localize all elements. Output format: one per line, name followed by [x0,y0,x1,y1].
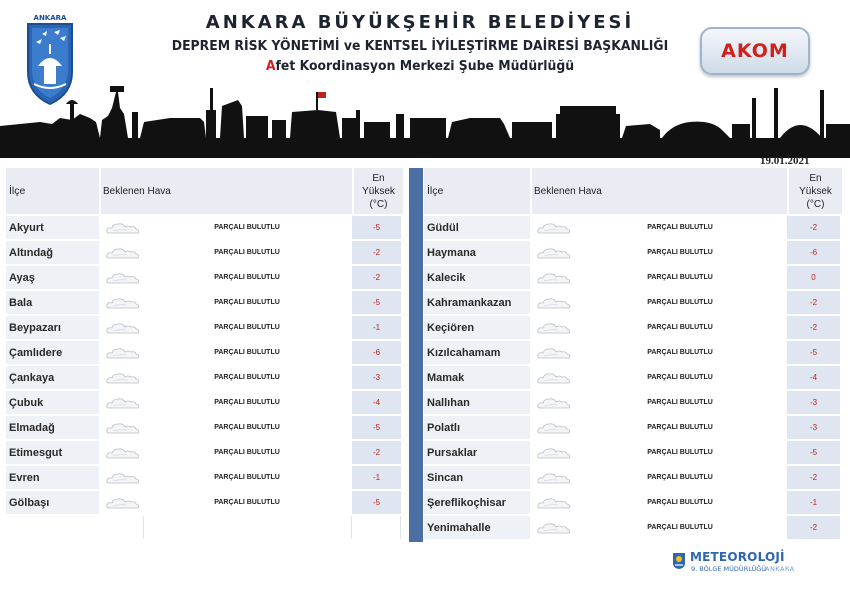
partly-cloudy-icon [532,266,575,289]
meteorology-logo [672,550,812,576]
table-row [6,316,405,341]
max-temperature: -5 [352,291,401,314]
weather-description: PARÇALI BULUTLU [144,266,352,289]
district-name: Gölbaşı [6,491,101,514]
table-row [424,291,842,316]
district-name: Evren [6,466,101,489]
column-header-max-line1: En [372,172,385,184]
weather-description: PARÇALI BULUTLU [144,341,352,364]
partly-cloudy-icon [532,241,575,264]
column-header-district: İlçe [6,168,101,214]
partly-cloudy-icon [532,416,575,439]
weather-description: PARÇALI BULUTLU [144,416,352,439]
max-temperature: -5 [352,216,401,239]
weather-description: PARÇALI BULUTLU [575,291,787,314]
table-row [424,241,842,266]
weather-description: PARÇALI BULUTLU [575,216,787,239]
weather-description: PARÇALI BULUTLU [144,316,352,339]
district-name: Haymana [424,241,532,264]
max-temperature: -5 [352,491,401,514]
weather-description: PARÇALI BULUTLU [144,291,352,314]
table-row [424,316,842,341]
max-temperature: -1 [352,316,401,339]
partly-cloudy-icon [101,416,144,439]
partly-cloudy-icon [101,391,144,414]
weather-description: PARÇALI BULUTLU [575,241,787,264]
table-row [424,341,842,366]
header-line3-rest: fet Koordinasyon Merkezi Şube Müdürlüğü [275,58,575,74]
forecast-table-left [6,168,405,541]
column-header-max-line2: Yüksek [362,185,395,197]
weather-description: PARÇALI BULUTLU [144,391,352,414]
partly-cloudy-icon [532,466,575,489]
forecast-table-right [424,168,842,541]
district-name: Pursaklar [424,441,532,464]
weather-description: PARÇALI BULUTLU [144,491,352,514]
partly-cloudy-icon [101,491,144,514]
weather-description: PARÇALI BULUTLU [575,416,787,439]
table-row [6,416,405,441]
weather-description: PARÇALI BULUTLU [575,366,787,389]
district-name: Kızılcahamam [424,341,532,364]
table-row [424,441,842,466]
akom-logo: AKOM [700,27,810,75]
partly-cloudy-icon [101,441,144,464]
district-name: Kahramankazan [424,291,532,314]
max-temperature: -2 [787,466,840,489]
header-title-line2: DEPREM RİSK YÖNETİMİ ve KENTSEL İYİLEŞTİRME DAİRESİ BAŞKANLIĞI [171,38,669,54]
weather-description: PARÇALI BULUTLU [144,466,352,489]
partly-cloudy-icon [101,291,144,314]
partly-cloudy-icon [532,341,575,364]
header-line3-initial: A [265,58,276,74]
district-name: Nallıhan [424,391,532,414]
district-name: Beypazarı [6,316,101,339]
max-temperature: 0 [787,266,840,289]
table-row [6,216,405,241]
max-temperature: -2 [352,266,401,289]
column-header-weather: Beklenen Hava [101,168,354,214]
table-row [424,416,842,441]
table-row-empty [6,516,405,541]
district-name: Güdül [424,216,532,239]
max-temperature: -2 [787,216,840,239]
max-temperature: -5 [787,341,840,364]
column-header-max-line2: Yüksek [799,185,832,197]
district-name: Keçiören [424,316,532,339]
max-temperature: -5 [787,441,840,464]
max-temperature: -2 [787,291,840,314]
table-header-row [424,168,842,216]
weather-description: PARÇALI BULUTLU [575,266,787,289]
meteorology-emblem-icon [672,552,686,570]
weather-description: PARÇALI BULUTLU [575,516,787,539]
district-name: Polatlı [424,416,532,439]
weather-description: PARÇALI BULUTLU [575,316,787,339]
weather-description: PARÇALI BULUTLU [575,491,787,514]
max-temperature: -2 [787,316,840,339]
weather-description: PARÇALI BULUTLU [144,441,352,464]
weather-description: PARÇALI BULUTLU [575,391,787,414]
weather-description: PARÇALI BULUTLU [144,216,352,239]
partly-cloudy-icon [532,491,575,514]
max-temperature: -2 [787,516,840,539]
column-header-max-line3: (°C) [806,198,825,210]
partly-cloudy-icon [532,291,575,314]
district-name: Kalecik [424,266,532,289]
district-name: Mamak [424,366,532,389]
district-name: Etimesgut [6,441,101,464]
table-row [6,466,405,491]
max-temperature: -1 [352,466,401,489]
partly-cloudy-icon [532,441,575,464]
column-header-max-temp [354,168,403,214]
partly-cloudy-icon [101,216,144,239]
partly-cloudy-icon [532,216,575,239]
partly-cloudy-icon [532,391,575,414]
column-header-weather: Beklenen Hava [532,168,789,214]
column-header-max-line1: En [809,172,822,184]
max-temperature: -4 [787,366,840,389]
partly-cloudy-icon [101,266,144,289]
max-temperature: -4 [352,391,401,414]
max-temperature: -3 [787,416,840,439]
partly-cloudy-icon [101,316,144,339]
table-row [6,366,405,391]
table-row [6,391,405,416]
district-name: Altındağ [6,241,101,264]
max-temperature: -6 [787,241,840,264]
table-row [424,366,842,391]
table-row [424,491,842,516]
district-name: Çankaya [6,366,101,389]
max-temperature: -3 [787,391,840,414]
max-temperature: -2 [352,441,401,464]
column-header-max-line3: (°C) [369,198,388,210]
partly-cloudy-icon [101,466,144,489]
max-temperature: -2 [352,241,401,264]
district-name: Ayaş [6,266,101,289]
header-title-line3 [162,56,677,76]
table-header-row [6,168,405,216]
empty-cell [101,516,144,539]
partly-cloudy-icon [532,516,575,539]
table-row [424,466,842,491]
district-name: Şereflikoçhisar [424,491,532,514]
empty-cell [6,516,101,539]
partly-cloudy-icon [532,316,575,339]
partly-cloudy-icon [101,241,144,264]
meteo-city: ANKARA [765,565,795,573]
district-name: Yenimahalle [424,516,532,539]
empty-cell [144,516,352,539]
ankara-skyline-icon [0,78,850,158]
logo-text: ANKARA [33,14,67,22]
table-row [424,266,842,291]
column-header-max-temp [789,168,842,214]
header-title-line1: ANKARA BÜYÜKŞEHİR BELEDİYESİ [205,12,635,33]
district-name: Elmadağ [6,416,101,439]
partly-cloudy-icon [101,341,144,364]
district-name: Akyurt [6,216,101,239]
header-titles [140,12,700,76]
district-name: Sincan [424,466,532,489]
meteo-subtitle: 9. BÖLGE MÜDÜRLÜĞÜ [691,565,767,573]
table-row [6,491,405,516]
partly-cloudy-icon [101,366,144,389]
table-row [6,241,405,266]
empty-cell [352,516,401,539]
weather-description: PARÇALI BULUTLU [144,366,352,389]
meteo-title: METEOROLOJİ [690,550,785,564]
table-row [6,291,405,316]
partly-cloudy-icon [532,366,575,389]
max-temperature: -6 [352,341,401,364]
weather-description: PARÇALI BULUTLU [575,466,787,489]
max-temperature: -3 [352,366,401,389]
table-row [424,516,842,541]
district-name: Çamlıdere [6,341,101,364]
weather-description: PARÇALI BULUTLU [575,341,787,364]
table-row [6,266,405,291]
table-divider [409,168,423,542]
district-name: Bala [6,291,101,314]
weather-description: PARÇALI BULUTLU [144,241,352,264]
table-row [6,441,405,466]
report-date: 19.01.2021 [760,155,810,167]
column-header-district: İlçe [424,168,532,214]
max-temperature: -5 [352,416,401,439]
table-row [424,216,842,241]
table-row [424,391,842,416]
max-temperature: -1 [787,491,840,514]
weather-description: PARÇALI BULUTLU [575,441,787,464]
table-row [6,341,405,366]
district-name: Çubuk [6,391,101,414]
